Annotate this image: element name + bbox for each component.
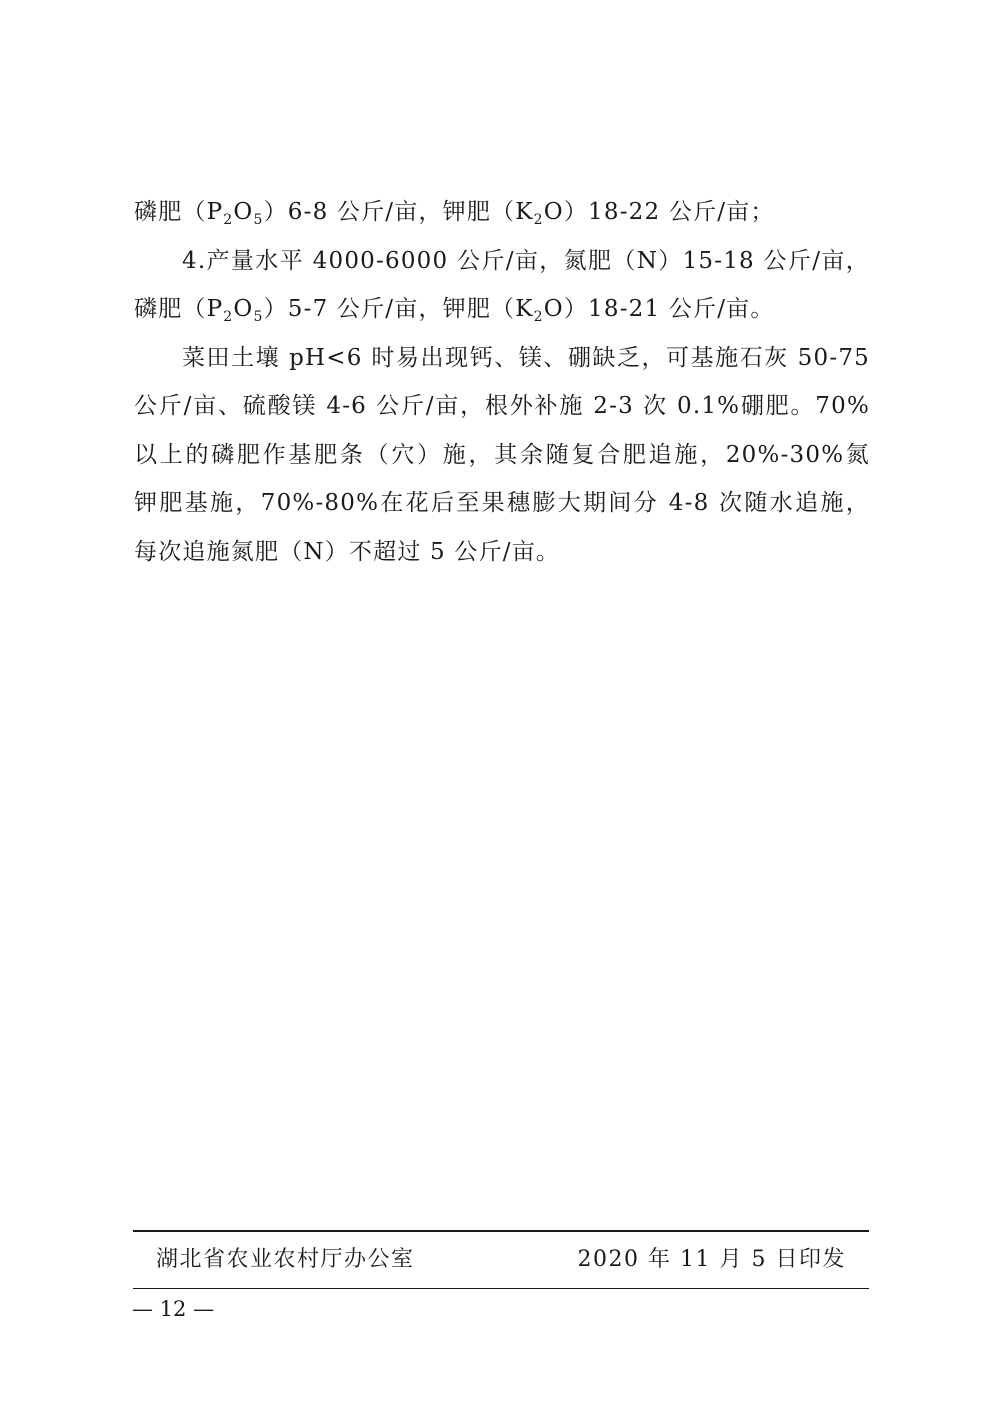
- paragraph-line: 钾肥基施，70%-80%在花后至果穗膨大期间分 4-8 次随水追施，: [134, 490, 870, 516]
- paragraph-line: 公斤/亩、硫酸镁 4-6 公斤/亩，根外补施 2-3 次 0.1%硼肥。70%: [134, 393, 870, 419]
- paragraph-line: 4.产量水平 4000-6000 公斤/亩，氮肥（N）15-18 公斤/亩，: [182, 247, 870, 274]
- paragraph-line: 菜田土壤 pH<6 时易出现钙、镁、硼缺乏，可基施石灰 50-75: [182, 344, 870, 371]
- body-text: [134, 188, 870, 576]
- paragraph-line: 每次追施氮肥（N）不超过 5 公斤/亩。: [134, 538, 561, 565]
- paragraph-line: 磷肥$(P_2O_5)5-7$ 公斤/亩，钾肥$(K_2O)18-21$ 公斤/亩。: [134, 296, 775, 325]
- imprint-divider-bottom: [133, 1288, 869, 1289]
- page-number: — 12 —: [132, 1297, 215, 1321]
- paragraph-line: 磷肥$(P_2O_5)6-8$ 公斤/亩，钾肥$(K_2O)18-22$ 公斤/亩；: [134, 199, 775, 228]
- paragraph-line: 以上的磷肥作基肥条（穴）施，其余随复合肥追施，20%-30%氮: [134, 441, 870, 468]
- imprint-date: 2020 年 11 月 5 日印发: [577, 1247, 846, 1272]
- imprint-issuer: 湖北省农业农村厅办公室: [156, 1247, 415, 1272]
- imprint-divider-top: [133, 1230, 869, 1232]
